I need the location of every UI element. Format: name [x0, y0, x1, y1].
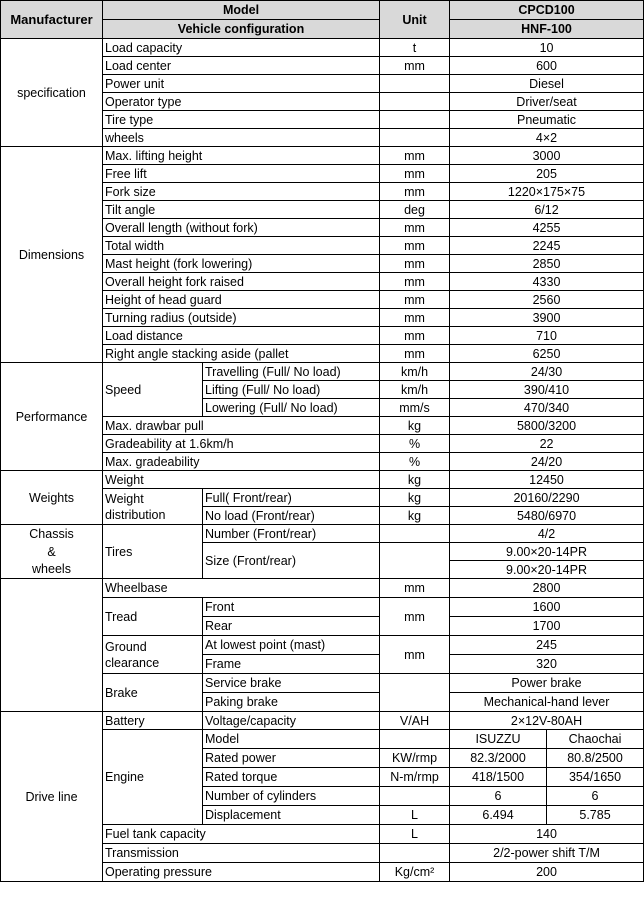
value-cell: 1220×175×75 — [450, 183, 644, 201]
table-row — [1, 471, 644, 489]
brake-label: Brake — [103, 674, 203, 712]
value-cell: 2245 — [450, 237, 644, 255]
unit-cell: mm — [380, 345, 450, 363]
value-cell: 245 — [450, 636, 644, 655]
group-specification: specification — [1, 39, 103, 147]
chassis-empty-cell — [1, 579, 103, 712]
value-cell: 2850 — [450, 255, 644, 273]
table-row — [1, 363, 644, 381]
unit-cell: mm — [380, 147, 450, 165]
param-cell: Paking brake — [203, 693, 380, 712]
value-cell: Diesel — [450, 75, 644, 93]
param-cell: Load distance — [103, 327, 380, 345]
param-cell: Wheelbase — [103, 579, 380, 598]
value-cell: 6.494 — [450, 806, 547, 825]
model-header: Model — [103, 1, 380, 20]
unit-cell: Kg/cm² — [380, 863, 450, 882]
unit-cell: mm — [380, 598, 450, 636]
value-cell: 3000 — [450, 147, 644, 165]
value-cell: 205 — [450, 165, 644, 183]
unit-cell — [380, 543, 450, 579]
param-cell: Number of cylinders — [203, 787, 380, 806]
param-cell: Number (Front/rear) — [203, 525, 380, 543]
unit-cell — [380, 730, 450, 749]
unit-cell: mm — [380, 165, 450, 183]
unit-cell: % — [380, 435, 450, 453]
unit-header: Unit — [380, 1, 450, 39]
value-cell: 22 — [450, 435, 644, 453]
weight-dist-line-2: distribution — [105, 507, 166, 522]
group-performance: Performance — [1, 363, 103, 471]
param-cell: Frame — [203, 655, 380, 674]
value-cell: 418/1500 — [450, 768, 547, 787]
value-cell: 2/2-power shift T/M — [450, 844, 644, 863]
param-cell: Displacement — [203, 806, 380, 825]
table-row — [1, 712, 644, 730]
value-cell: 140 — [450, 825, 644, 844]
value-cell: 6 — [450, 787, 547, 806]
param-cell: Height of head guard — [103, 291, 380, 309]
value-cell: Pneumatic — [450, 111, 644, 129]
value-cell: 10 — [450, 39, 644, 57]
value-cell: Mechanical-hand lever — [450, 693, 644, 712]
param-cell: Size (Front/rear) — [203, 543, 380, 579]
param-cell: Gradeability at 1.6km/h — [103, 435, 380, 453]
ground-label-line-2: clearance — [105, 655, 160, 670]
value-cell: 200 — [450, 863, 644, 882]
param-cell: Rated power — [203, 749, 380, 768]
value-cell: 6250 — [450, 345, 644, 363]
unit-cell: mm — [380, 219, 450, 237]
manufacturer-header: Manufacturer — [1, 1, 103, 39]
unit-cell: mm — [380, 579, 450, 598]
value-cell: 470/340 — [450, 399, 644, 417]
unit-cell: mm — [380, 183, 450, 201]
value-cell: 20160/2290 — [450, 489, 644, 507]
unit-cell: L — [380, 806, 450, 825]
unit-cell: V/AH — [380, 712, 450, 730]
value-cell: Driver/seat — [450, 93, 644, 111]
unit-cell — [380, 93, 450, 111]
param-cell: Fuel tank capacity — [103, 825, 380, 844]
param-cell: Tilt angle — [103, 201, 380, 219]
table-row — [1, 543, 644, 561]
unit-cell: mm — [380, 309, 450, 327]
value-cell: 4/2 — [450, 525, 644, 543]
value-cell: ISUZZU — [450, 730, 547, 749]
value-cell: 4330 — [450, 273, 644, 291]
group-weights: Weights — [1, 471, 103, 525]
param-cell: Model — [203, 730, 380, 749]
engine-label: Engine — [103, 730, 203, 825]
weight-distribution-label — [103, 489, 203, 525]
param-cell: Fork size — [103, 183, 380, 201]
value-cell: Chaochai — [547, 730, 644, 749]
param-cell: Transmission — [103, 844, 380, 863]
param-cell: Travelling (Full/ No load) — [203, 363, 380, 381]
unit-cell: kg — [380, 417, 450, 435]
unit-cell — [380, 674, 450, 712]
unit-cell: mm — [380, 291, 450, 309]
param-cell: Battery — [103, 712, 203, 730]
ground-label-line-1: Ground — [105, 639, 147, 654]
unit-cell: t — [380, 39, 450, 57]
unit-cell: mm/s — [380, 399, 450, 417]
speed-label: Speed — [103, 363, 203, 417]
tires-label: Tires — [103, 525, 203, 579]
unit-cell: mm — [380, 255, 450, 273]
unit-cell: mm — [380, 273, 450, 291]
value-cell: 80.8/2500 — [547, 749, 644, 768]
value-cell: 2560 — [450, 291, 644, 309]
unit-cell: L — [380, 825, 450, 844]
param-cell: Overall height fork raised — [103, 273, 380, 291]
value-cell: 4255 — [450, 219, 644, 237]
param-cell: Operator type — [103, 93, 380, 111]
value-cell: 600 — [450, 57, 644, 75]
unit-cell: km/h — [380, 363, 450, 381]
unit-cell: kg — [380, 471, 450, 489]
group-drive-line: Drive line — [1, 712, 103, 882]
param-cell: Total width — [103, 237, 380, 255]
table-row — [1, 39, 644, 57]
unit-cell: km/h — [380, 381, 450, 399]
unit-cell — [380, 129, 450, 147]
param-cell: Max. lifting height — [103, 147, 380, 165]
value-cell: 1700 — [450, 617, 644, 636]
ground-clearance-label — [103, 636, 203, 674]
unit-cell: mm — [380, 327, 450, 345]
unit-cell: N-m/rmp — [380, 768, 450, 787]
param-cell: Weight — [103, 471, 380, 489]
value-cell: 5.785 — [547, 806, 644, 825]
param-cell: Lowering (Full/ No load) — [203, 399, 380, 417]
unit-cell — [380, 111, 450, 129]
unit-cell: mm — [380, 57, 450, 75]
value-cell: Power brake — [450, 674, 644, 693]
param-cell: Tire type — [103, 111, 380, 129]
param-cell: Service brake — [203, 674, 380, 693]
value-cell: 390/410 — [450, 381, 644, 399]
table-row — [1, 579, 644, 598]
value-cell: 5480/6970 — [450, 507, 644, 525]
param-cell: Free lift — [103, 165, 380, 183]
unit-cell — [380, 525, 450, 543]
value-cell: 12450 — [450, 471, 644, 489]
tread-label: Tread — [103, 598, 203, 636]
unit-cell: KW/rmp — [380, 749, 450, 768]
value-cell: 5800/3200 — [450, 417, 644, 435]
unit-cell — [380, 75, 450, 93]
value-cell: 4×2 — [450, 129, 644, 147]
param-cell: Load capacity — [103, 39, 380, 57]
param-cell: Mast height (fork lowering) — [103, 255, 380, 273]
param-cell: No load (Front/rear) — [203, 507, 380, 525]
value-cell: 1600 — [450, 598, 644, 617]
param-cell: Rear — [203, 617, 380, 636]
value-cell: 6/12 — [450, 201, 644, 219]
param-cell: Front — [203, 598, 380, 617]
param-cell: At lowest point (mast) — [203, 636, 380, 655]
param-cell: Turning radius (outside) — [103, 309, 380, 327]
value-cell: 3900 — [450, 309, 644, 327]
table-row — [1, 147, 644, 165]
param-cell: Load center — [103, 57, 380, 75]
value-cell: 320 — [450, 655, 644, 674]
param-cell: Max. drawbar pull — [103, 417, 380, 435]
param-cell: wheels — [103, 129, 380, 147]
value-cell: 2800 — [450, 579, 644, 598]
vehicle-config-header: Vehicle configuration — [103, 20, 380, 39]
unit-cell: kg — [380, 507, 450, 525]
header-row-1 — [1, 1, 644, 20]
param-cell: Operating pressure — [103, 863, 380, 882]
table-row — [1, 525, 644, 543]
weight-dist-line-1: Weight — [105, 491, 144, 506]
unit-cell: mm — [380, 237, 450, 255]
param-cell: Voltage/capacity — [203, 712, 380, 730]
unit-cell — [380, 787, 450, 806]
value-cell: 2×12V-80AH — [450, 712, 644, 730]
unit-cell: deg — [380, 201, 450, 219]
group-dimensions: Dimensions — [1, 147, 103, 363]
config-value: HNF-100 — [450, 20, 644, 39]
value-cell: 710 — [450, 327, 644, 345]
param-cell: Max. gradeability — [103, 453, 380, 471]
value-cell: 6 — [547, 787, 644, 806]
param-cell: Full( Front/rear) — [203, 489, 380, 507]
unit-cell: % — [380, 453, 450, 471]
group-chassis-3: wheels — [1, 561, 103, 579]
param-cell: Rated torque — [203, 768, 380, 787]
param-cell: Right angle stacking aside (pallet — [103, 345, 380, 363]
value-cell: 9.00×20-14PR — [450, 543, 644, 561]
group-chassis-2: & — [1, 543, 103, 561]
value-cell: 24/20 — [450, 453, 644, 471]
unit-cell: mm — [380, 636, 450, 674]
model-value: CPCD100 — [450, 1, 644, 20]
unit-cell — [380, 844, 450, 863]
param-cell: Lifting (Full/ No load) — [203, 381, 380, 399]
param-cell: Overall length (without fork) — [103, 219, 380, 237]
value-cell: 24/30 — [450, 363, 644, 381]
group-chassis-1: Chassis — [1, 525, 103, 543]
param-cell: Power unit — [103, 75, 380, 93]
value-cell: 354/1650 — [547, 768, 644, 787]
unit-cell: kg — [380, 489, 450, 507]
value-cell: 82.3/2000 — [450, 749, 547, 768]
value-cell: 9.00×20-14PR — [450, 561, 644, 579]
